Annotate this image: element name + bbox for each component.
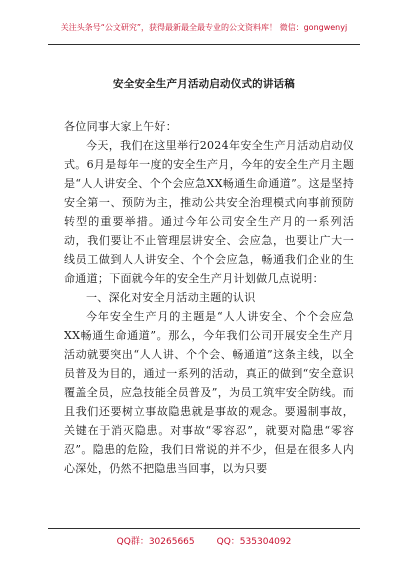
document-title: 安全安全生产月活动启动仪式的讲话稿: [113, 78, 295, 90]
footer-divider: [48, 528, 360, 529]
footer: [0, 534, 408, 547]
footer-qq-number: QQ：535304092: [216, 537, 292, 547]
salutation: 各位同事大家上午好：: [64, 120, 177, 133]
section-heading-1: 一、深化对安全月活动主题的认识: [86, 291, 256, 304]
header-banner: 关注头条号“公文研究”，获得最新最全最专业的公文资料库！ 微信：gongwenyj: [60, 23, 348, 32]
document-body: [64, 117, 354, 478]
footer-qq-group: QQ群：30265665: [116, 537, 195, 547]
header-divider: [48, 44, 360, 45]
paragraph-intro: 今天，我们在这里举行2024年安全生产月活动启动仪式。6月是每年一度的安全生产月，今年的安全生产月主题是“人人讲安全、个个会应急XX畅通生命通道”。这是坚持安全第一、预防为主，推动公共安全治理模式向事前预防转型的重要举措。通过今年公司安全生产月的一系列活动，我们要让不止管理层讲安全、会应急，也要让广大一线员工做到人人讲安全、个个会应急，畅通我们企业的生命通道；下面就今年的安全生产月计划做几点说明：: [64, 139, 354, 285]
paragraph-theme: 今年安全生产月的主题是“人人讲安全、个个会应急XX畅通生命通道”。那么，今年我们公司开展安全生产月活动就要突出“人人讲、个个会、畅通道”这条主线，以全员普及为目的，通过一系列的活动，真正的做到“安全意识覆盖全员，应急技能全员普及”，为员工筑牢安全防线。而且我们还要树立事故隐患就是事故的观念。要遏制事故，关键在于消灭隐患。对事故“零容忍”，就要对隐患“零容忍”。隐患的危险，我们日常说的并不少，但是在很多人内心深处，仍然不把隐患当回事，以为只要: [64, 310, 354, 475]
